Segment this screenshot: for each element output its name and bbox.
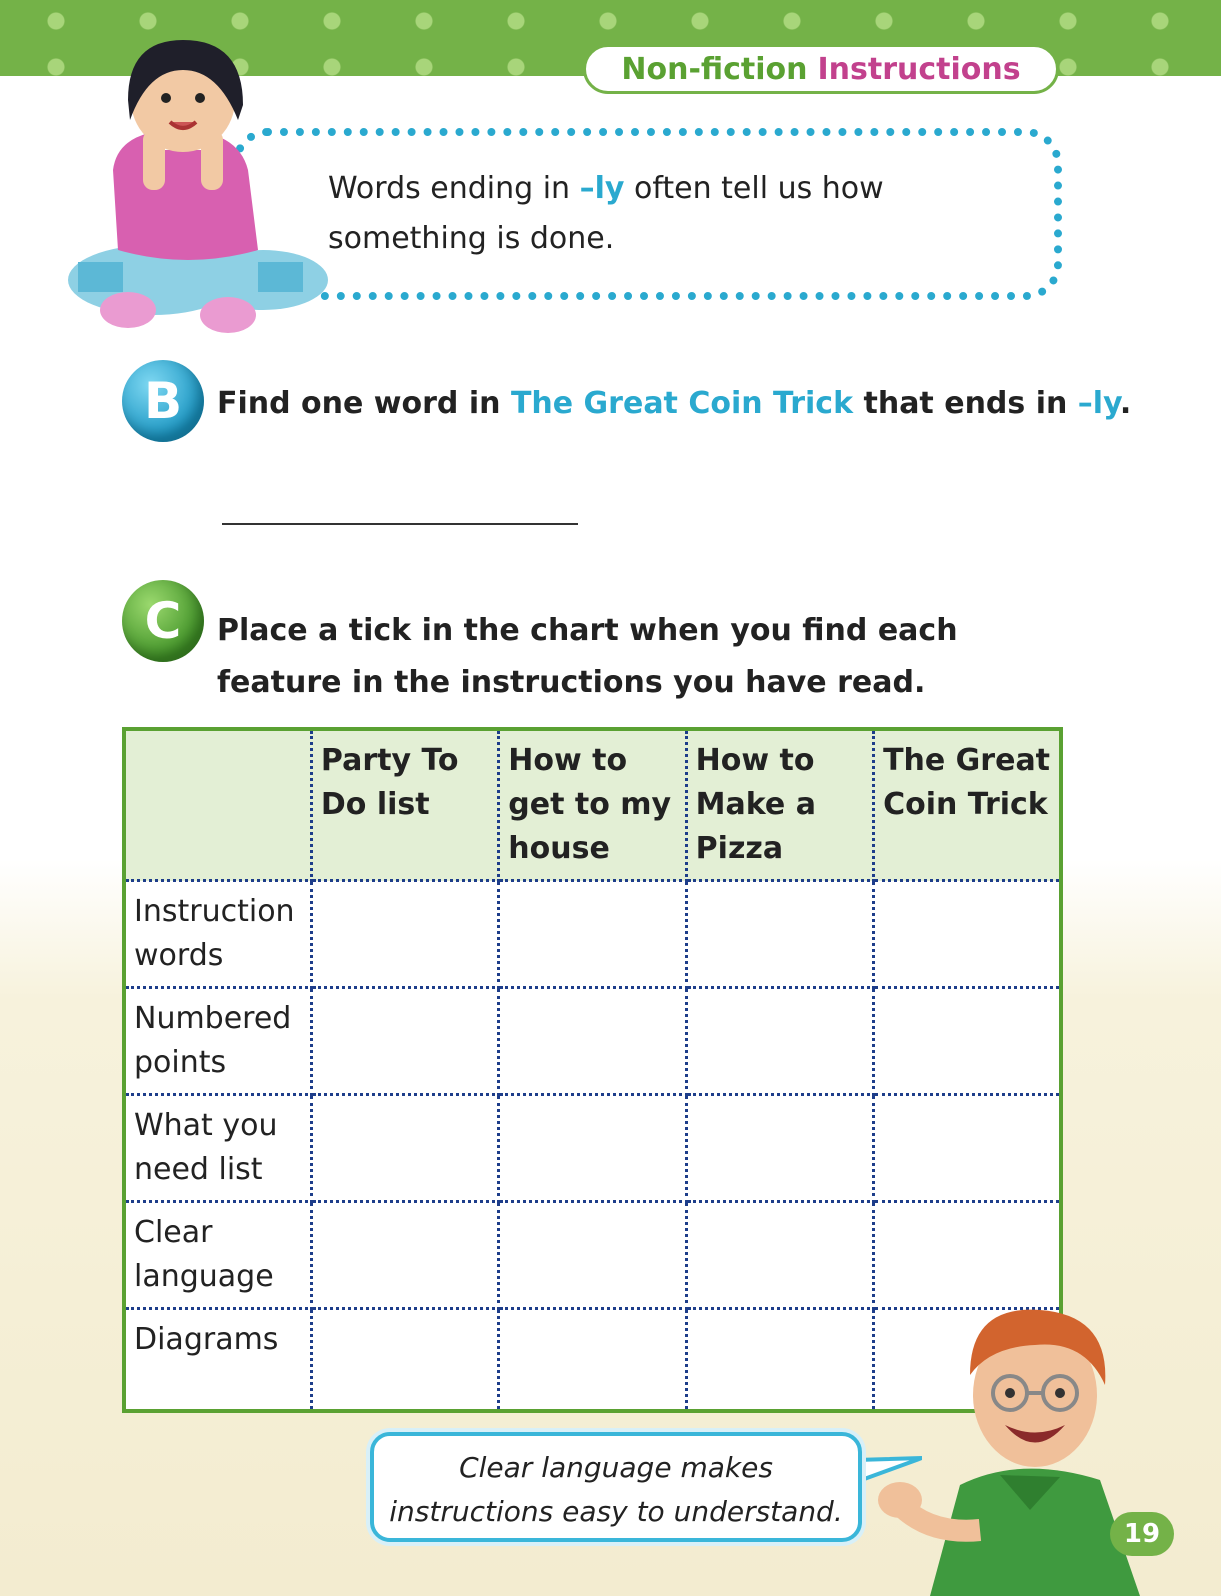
tick-cell[interactable]: [499, 1309, 686, 1411]
question-b-text-middle: that ends in: [853, 386, 1078, 421]
chart-row: [124, 1202, 1061, 1309]
tick-cell[interactable]: [874, 1095, 1061, 1202]
chart-row: [124, 881, 1061, 988]
row-label: Clear language: [124, 1202, 311, 1309]
question-b-text-start: Find one word in: [217, 386, 511, 421]
tick-cell[interactable]: [311, 881, 498, 988]
row-label: Diagrams: [124, 1309, 311, 1411]
column-header: How to get to my house: [499, 729, 686, 881]
question-b-text-end: .: [1119, 386, 1132, 421]
chart-row: [124, 988, 1061, 1095]
tick-cell[interactable]: [686, 1202, 873, 1309]
tip-text-start: Words ending in: [328, 171, 580, 206]
section-tag-genre: Non-fiction: [621, 51, 808, 87]
column-header: Party To Do list: [311, 729, 498, 881]
tick-cell[interactable]: [686, 988, 873, 1095]
tip-text-end: often tell us how something is done.: [328, 171, 884, 256]
tick-cell[interactable]: [874, 1202, 1061, 1309]
tick-cell[interactable]: [686, 1309, 873, 1411]
chart-header-row: [124, 729, 1061, 881]
question-c: Place a tick in the chart when you find each feature in the instructions you have read.: [217, 613, 958, 700]
tick-cell[interactable]: [874, 881, 1061, 988]
row-label: What you need list: [124, 1095, 311, 1202]
section-tag-type: Instructions: [817, 51, 1021, 87]
tick-cell[interactable]: [311, 988, 498, 1095]
tick-cell[interactable]: [499, 881, 686, 988]
question-b-suffix: –ly: [1077, 386, 1120, 421]
row-label: Numbered points: [124, 988, 311, 1095]
question-b-badge: B: [122, 360, 204, 442]
speech-bubble: Clear language makes instructions easy to understand.: [370, 1432, 862, 1542]
tick-cell[interactable]: [311, 1309, 498, 1411]
question-c-badge: C: [122, 580, 204, 662]
tip-suffix: –ly: [579, 171, 625, 206]
question-b: [217, 386, 1131, 421]
chart-corner-cell: [124, 729, 311, 881]
answer-line[interactable]: [222, 523, 578, 525]
column-header: The Great Coin Trick: [874, 729, 1061, 881]
tick-cell[interactable]: [499, 1202, 686, 1309]
section-tag: [583, 44, 1059, 94]
chart-row: [124, 1095, 1061, 1202]
tick-cell[interactable]: [499, 1095, 686, 1202]
tick-cell[interactable]: [874, 988, 1061, 1095]
tick-cell[interactable]: [311, 1095, 498, 1202]
tip-text: [328, 164, 1028, 264]
page-number: 19: [1110, 1512, 1174, 1556]
tick-cell[interactable]: [499, 988, 686, 1095]
question-b-book-title: The Great Coin Trick: [510, 386, 854, 421]
tick-cell[interactable]: [686, 881, 873, 988]
girl-illustration: [58, 30, 328, 340]
row-label: Instruction words: [124, 881, 311, 988]
column-header: How to Make a Pizza: [686, 729, 873, 881]
tick-cell[interactable]: [311, 1202, 498, 1309]
tick-cell[interactable]: [686, 1095, 873, 1202]
